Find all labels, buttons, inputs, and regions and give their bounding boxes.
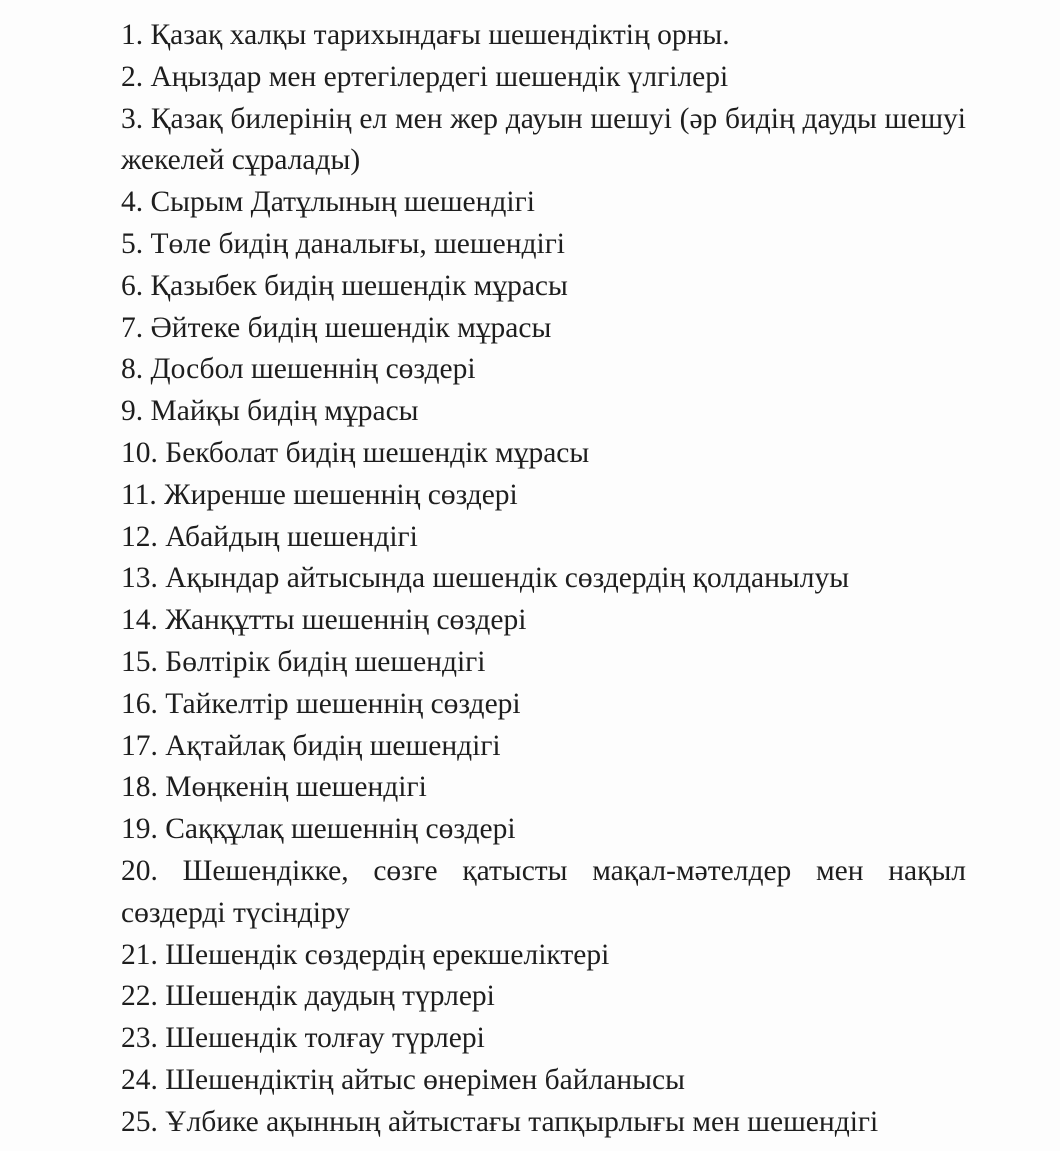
list-item: 24. Шешендіктің айтыс өнерімен байланысы (121, 1063, 685, 1096)
list-item: 15. Бөлтірік бидің шешендігі (121, 645, 486, 678)
list-item: 6. Қазыбек бидің шешендік мұрасы (121, 269, 568, 302)
topic-list (121, 15, 966, 1144)
list-item: 14. Жанқұтты шешеннің сөздері (121, 604, 527, 637)
list-item: 8. Досбол шешеннің сөздері (121, 353, 476, 386)
list-item: 20. Шешендікке, сөзге қатысты мақал-мәтелдер мен нақыл сөздерді түсіндіру (121, 854, 966, 929)
list-item: 21. Шешендік сөздердің ерекшеліктері (121, 938, 610, 971)
list-item: 16. Тайкелтір шешеннің сөздері (121, 687, 521, 720)
list-item: 12. Абайдың шешендігі (121, 520, 418, 553)
list-item: 10. Бекболат бидің шешендік мұрасы (121, 436, 590, 469)
list-item: 1. Қазақ халқы тарихындағы шешендіктің орны. (121, 19, 730, 51)
list-item: 17. Ақтайлақ бидің шешендігі (121, 729, 501, 762)
list-item: 2. Аңыздар мен ертегілердегі шешендік үлгілері (121, 60, 729, 93)
list-item: 7. Әйтеке бидің шешендік мұрасы (121, 311, 552, 344)
list-item: 23. Шешендік толғау түрлері (121, 1022, 485, 1055)
list-item: 4. Сырым Датұлының шешендігі (121, 186, 535, 219)
list-item: 25. Ұлбике ақынның айтыстағы тапқырлығы мен шешендігі (121, 1105, 879, 1138)
list-item: 5. Төле бидің даналығы, шешендігі (121, 227, 565, 260)
list-item: 13. Ақындар айтысында шешендік сөздердің қолданылуы (121, 562, 850, 595)
list-item: 9. Майқы бидің мұрасы (121, 395, 419, 428)
list-item: 18. Мөңкенің шешендігі (121, 771, 427, 804)
list-item: 22. Шешендік даудың түрлері (121, 980, 495, 1013)
list-item: 11. Жиренше шешеннің сөздері (121, 478, 518, 511)
list-item: 19. Саққұлақ шешеннің сөздері (121, 813, 516, 846)
list-item: 3. Қазақ билерінің ел мен жер дауын шешуі (әр бидің дауды шешуі жекелей сұралады) (121, 102, 966, 177)
